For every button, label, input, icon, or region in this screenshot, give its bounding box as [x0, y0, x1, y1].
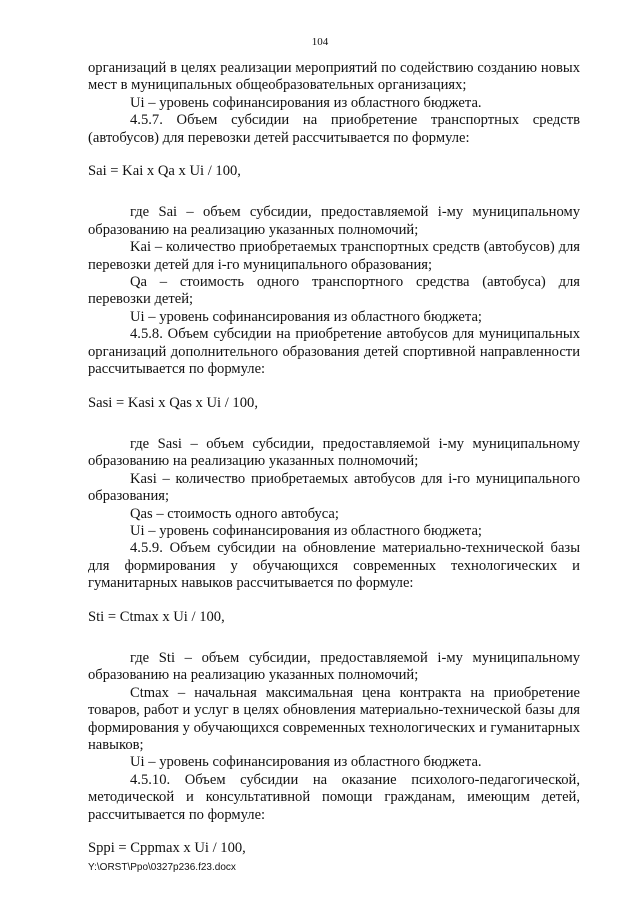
paragraph: организаций в целях реализации мероприятий по содействию созданию новых мест в муниципальных общеобразовательных организациях; — [88, 60, 580, 94]
paragraph: Ui – уровень софинансирования из областного бюджета. — [130, 94, 482, 111]
paragraph: где Sasi – объем субсидии, предоставляемой i-му муниципальному образованию на реализацию указанных полномочий; — [88, 435, 580, 470]
formula-spp: Sppi = Cppmax x Ui / 100, — [88, 840, 246, 857]
section-4-5-7: 4.5.7. Объем субсидии на приобретение транспортных средств (автобусов) для перевозки детей рассчитывается по формуле: — [88, 112, 580, 146]
paragraph: Ui – уровень софинансирования из областного бюджета; — [130, 308, 482, 325]
page-number: 104 — [311, 36, 329, 48]
formula-sas: Sasi = Kasi x Qas x Ui / 100, — [88, 394, 258, 411]
paragraph: Kasi – количество приобретаемых автобусов для i-го муниципального образования; — [88, 470, 580, 505]
footer-file-path: Y:\ORST\Ppo\0327p236.f23.docx — [88, 862, 236, 873]
paragraph: Kai – количество приобретаемых транспортных средств (автобусов) для перевозки детей для i-го муниципального образования; — [88, 239, 580, 273]
paragraph: Ui – уровень софинансирования из областного бюджета. — [130, 754, 482, 771]
section-4-5-8: 4.5.8. Объем субсидии на приобретение автобусов для муниципальных организаций дополнительного образования детей спортивной направленности рассчитывается по формуле: — [88, 326, 580, 378]
paragraph: Ctmax – начальная максимальная цена контракта на приобретение товаров, работ и услуг в целях обновления материально-технической базы для формирования у обучающихся современных технологических и гуманитарных навыков; — [88, 684, 580, 753]
paragraph: Qas – стоимость одного автобуса; — [130, 505, 339, 522]
formula-st: Sti = Ctmax x Ui / 100, — [88, 608, 225, 625]
section-4-5-10: 4.5.10. Объем субсидии на оказание психолого-педагогической, методической и консультативной помощи гражданам, имеющим детей, рассчитывается по формуле: — [88, 771, 580, 823]
section-4-5-9: 4.5.9. Объем субсидии на обновление материально-технической базы для формирования у обучающихся современных технологических и гуманитарных навыков рассчитывается по формуле: — [88, 540, 580, 592]
paragraph: где Sai – объем субсидии, предоставляемой i-му муниципальному образованию на реализацию указанных полномочий; — [88, 204, 580, 238]
paragraph: Ui – уровень софинансирования из областного бюджета; — [130, 522, 482, 539]
paragraph: Qa – стоимость одного транспортного средства (автобуса) для перевозки детей; — [88, 274, 580, 308]
formula-sa: Sai = Kai x Qa x Ui / 100, — [88, 163, 241, 180]
document-body — [88, 60, 580, 857]
paragraph: где Sti – объем субсидии, предоставляемой i-му муниципальному образованию на реализацию указанных полномочий; — [88, 649, 580, 684]
